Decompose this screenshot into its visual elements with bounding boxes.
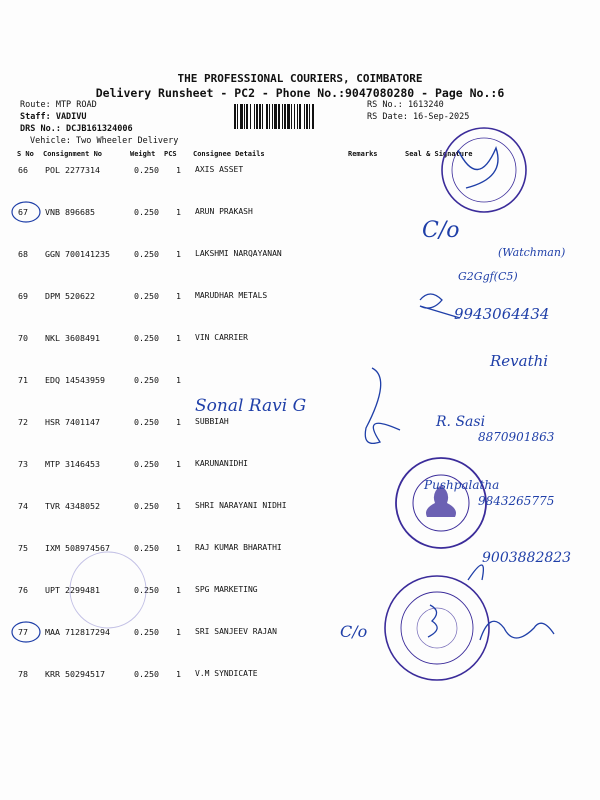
row-pcs: 1 [176,585,181,595]
row-consignment: GGN 700141235 [45,249,110,259]
row-consignment: KRR 50294517 [45,669,105,679]
col-consignment: Consignment No [43,150,103,158]
row-consignee: SPG MARKETING [195,585,258,594]
row-pcs: 1 [176,375,181,385]
row-consignment: DPM 520622 [45,291,95,301]
row-consignee: V.M SYNDICATE [195,669,258,678]
row-weight: 0.250 [134,627,159,637]
row-sno: 75 [18,543,28,553]
row-consignee: KARUNANIDHI [195,459,248,468]
row-consignee: SHRI NARAYANI NIDHI [195,501,287,510]
row-consignment: TVR 4348052 [45,501,100,511]
row-pcs: 1 [176,627,181,637]
row-consignee: MARUDHAR METALS [195,291,268,300]
signature-76 [468,565,483,580]
round-stamp-top [442,128,526,212]
row-consignment: VNB 896685 [45,207,95,217]
row-sno: 77 [18,627,28,637]
row-consignee: RAJ KUMAR BHARATHI [195,543,282,552]
row-sno: 73 [18,459,28,469]
row-consignee: AXIS ASSET [195,165,244,174]
row-sno: 72 [18,417,28,427]
row-weight: 0.250 [134,417,159,427]
col-remarks: Remarks [348,150,378,158]
row-consignment: NKL 3608491 [45,333,100,343]
row-weight: 0.250 [134,291,159,301]
row-sno: 70 [18,333,28,343]
row-sno: 74 [18,501,28,511]
col-pcs: PCS [164,150,177,158]
handwritten-note-68: (Watchman) [498,246,566,259]
row-weight: 0.250 [134,669,159,679]
shri-narayani-stamp [396,458,486,548]
row-pcs: 1 [176,543,181,553]
row-weight: 0.250 [134,501,159,511]
rs-date: RS Date: 16-Sep-2025 [367,112,470,122]
row-consignment: MAA 712817294 [45,627,110,637]
row-pcs: 1 [176,291,181,301]
row-weight: 0.250 [134,543,159,553]
row-pcs: 1 [176,165,181,175]
row-weight: 0.250 [134,459,159,469]
row-pcs: 1 [176,249,181,259]
row-pcs: 1 [176,333,181,343]
rs-number: RS No.: 1613240 [367,100,444,110]
signature-77 [480,621,554,640]
col-consignee: Consignee Details [193,150,265,158]
row-consignee: LAKSHMI NARQAYANAN [195,249,282,258]
handwritten-phone-75: 9003882823 [482,550,572,566]
row-pcs: 1 [176,207,181,217]
row-pcs: 1 [176,669,181,679]
row-weight: 0.250 [134,585,159,595]
handwritten-phone-69: 9943064434 [454,305,550,323]
row-consignee: VIN CARRIER [195,333,248,342]
row-consignee: ARUN PRAKASH [195,207,253,216]
row-sno: 76 [18,585,28,595]
row-pcs: 1 [176,417,181,427]
row-consignment: HSR 7401147 [45,417,100,427]
col-seal-signature: Seal & Signature [405,150,473,158]
row-sno: 78 [18,669,28,679]
runsheet-title: Delivery Runsheet - PC2 - Phone No.:9047080280 - Page No.:6 [95,86,505,100]
col-weight: Weight [130,150,156,158]
row-pcs: 1 [176,459,181,469]
row-pcs: 1 [176,501,181,511]
row-consignment: IXM 508974567 [45,543,110,553]
handwritten-name-72: R. Sasi [436,414,486,430]
faint-stamp-left [70,552,146,628]
handwritten-name-74: Pushpalatha [424,478,500,492]
handwritten-note-67: C/o [422,218,460,243]
row-sno: 68 [18,249,28,259]
col-sno: S No [17,150,34,158]
vehicle-label: Vehicle: Two Wheeler Delivery [30,136,179,146]
circle-row-77 [12,622,40,642]
row-weight: 0.250 [134,249,159,259]
spg-marketing-stamp [385,576,489,680]
company-title: THE PROFESSIONAL COURIERS, COIMBATORE [177,72,423,85]
handwritten-name-70: Revathi [490,352,549,370]
circle-row-67 [12,202,40,222]
row-sno: 67 [18,207,28,217]
row-weight: 0.250 [134,333,159,343]
row-weight: 0.250 [134,165,159,175]
row-consignment: POL 2277314 [45,165,100,175]
handwritten-name-71: Sonal Ravi G [195,396,307,416]
drs-number: DRS No.: DCJB161324006 [20,124,133,134]
row-consignment: UPT 2299481 [45,585,100,595]
row-consignment: EDQ 14543959 [45,375,105,385]
staff-label: Staff: VADIVU [20,112,87,122]
handwritten-phone-74: 9843265775 [478,494,555,508]
handwritten-phone-72: 8870901863 [478,430,555,444]
scribble-71 [365,368,400,443]
row-weight: 0.250 [134,375,159,385]
handwritten-note-68b: G2Ggf(C5) [458,270,518,283]
row-sno: 66 [18,165,28,175]
row-sno: 69 [18,291,28,301]
row-sno: 71 [18,375,28,385]
handwritten-note-77: C/o [340,622,368,641]
row-consignee: SUBBIAH [195,417,229,426]
row-consignee: SRI SANJEEV RAJAN [195,627,277,636]
row-weight: 0.250 [134,207,159,217]
row-consignment: MTP 3146453 [45,459,100,469]
route-label: Route: MTP ROAD [20,100,97,110]
